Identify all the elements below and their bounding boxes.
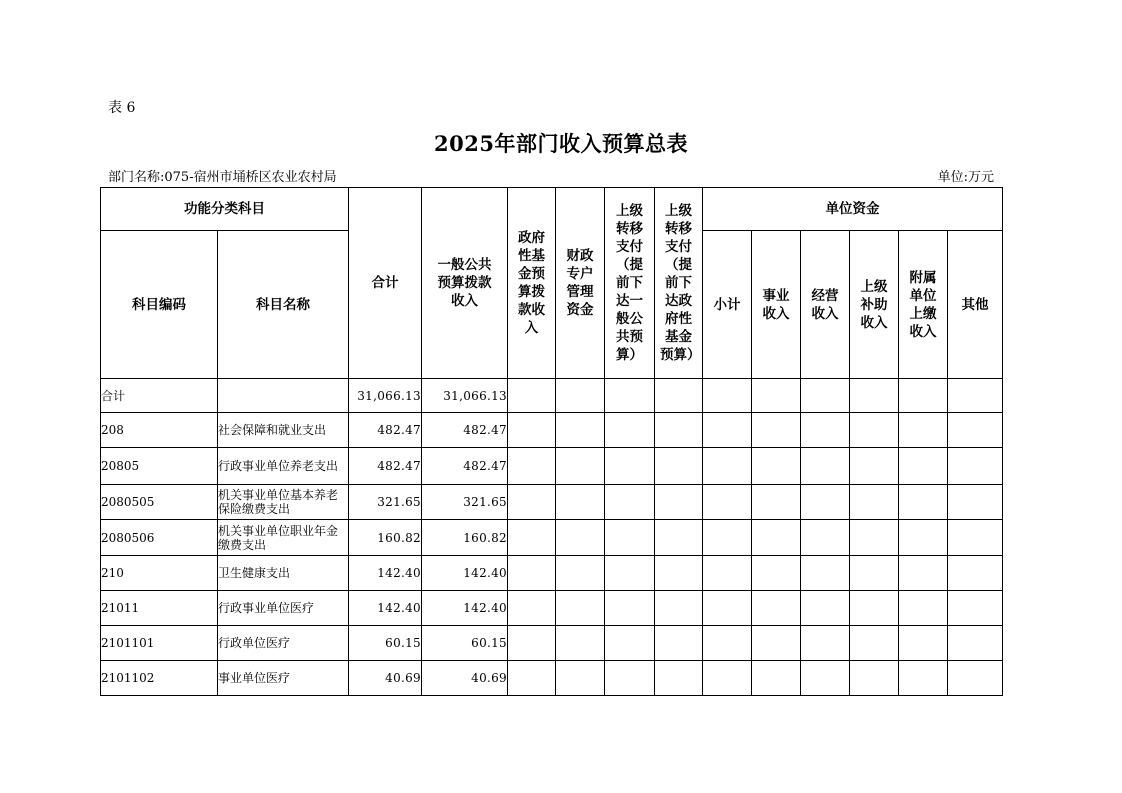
row-total: 40.69 [349, 661, 422, 696]
row-total: 482.47 [349, 413, 422, 448]
total-header: 合计 [349, 188, 422, 379]
row-total: 142.40 [349, 556, 422, 591]
row-name: 机关事业单位基本养老保险缴费支出 [218, 485, 349, 520]
row-code: 2101101 [101, 626, 218, 661]
total-row-name [218, 379, 349, 413]
row-name: 卫生健康支出 [218, 556, 349, 591]
code-header: 科目编码 [101, 231, 218, 379]
table-row [101, 591, 1003, 626]
row-code: 2080506 [101, 520, 218, 556]
row-code: 2080505 [101, 485, 218, 520]
functional-classification-header: 功能分类科目 [101, 188, 349, 231]
row-total: 321.65 [349, 485, 422, 520]
row-name: 行政事业单位养老支出 [218, 448, 349, 485]
business-income-header: 事业收入 [752, 231, 801, 379]
row-name: 事业单位医疗 [218, 661, 349, 696]
subtotal-header: 小计 [703, 231, 752, 379]
row-code: 20805 [101, 448, 218, 485]
row-total: 142.40 [349, 591, 422, 626]
transfer-general-header: 上级转移支付（提前下达一般公共预算） [605, 188, 655, 379]
row-total: 60.15 [349, 626, 422, 661]
row-name: 机关事业单位职业年金缴费支出 [218, 520, 349, 556]
operating-income-header: 经营收入 [801, 231, 850, 379]
row-general: 142.40 [422, 556, 508, 591]
page-title: 2025年部门收入预算总表 [434, 131, 688, 156]
row-total: 160.82 [349, 520, 422, 556]
budget-table [100, 187, 1003, 696]
row-general: 482.47 [422, 448, 508, 485]
table-row [101, 556, 1003, 591]
row-total: 482.47 [349, 448, 422, 485]
superior-subsidy-header: 上级补助收入 [850, 231, 899, 379]
department-name: 部门名称:075-宿州市埇桥区农业农村局 [108, 170, 337, 185]
row-general: 160.82 [422, 520, 508, 556]
table-row [101, 520, 1003, 556]
table-row [101, 448, 1003, 485]
total-row-total: 31,066.13 [349, 379, 422, 413]
table-row [101, 413, 1003, 448]
general-public-budget-header: 一般公共预算拨款收入 [422, 188, 508, 379]
unit-label: 单位:万元 [937, 170, 994, 185]
total-row-label: 合计 [101, 379, 218, 413]
other-header: 其他 [948, 231, 1003, 379]
row-general: 40.69 [422, 661, 508, 696]
row-general: 60.15 [422, 626, 508, 661]
table-row [101, 485, 1003, 520]
total-row-general: 31,066.13 [422, 379, 508, 413]
row-code: 2101102 [101, 661, 218, 696]
row-name: 行政事业单位医疗 [218, 591, 349, 626]
fiscal-special-header: 财政专户管理资金 [556, 188, 605, 379]
gov-fund-header: 政府性基金预算拨款收入 [508, 188, 556, 379]
table-number: 表 6 [108, 100, 136, 116]
row-general: 321.65 [422, 485, 508, 520]
row-name: 行政单位医疗 [218, 626, 349, 661]
row-code: 210 [101, 556, 218, 591]
row-general: 142.40 [422, 591, 508, 626]
name-header: 科目名称 [218, 231, 349, 379]
table-row-total [101, 379, 1003, 413]
affiliated-income-header: 附属单位上缴收入 [899, 231, 948, 379]
row-code: 208 [101, 413, 218, 448]
row-general: 482.47 [422, 413, 508, 448]
row-code: 21011 [101, 591, 218, 626]
table-row [101, 626, 1003, 661]
transfer-fund-header: 上级转移支付（提前下达政府性基金预算） [655, 188, 703, 379]
unit-funds-header: 单位资金 [703, 188, 1003, 231]
row-name: 社会保障和就业支出 [218, 413, 349, 448]
table-row [101, 661, 1003, 696]
